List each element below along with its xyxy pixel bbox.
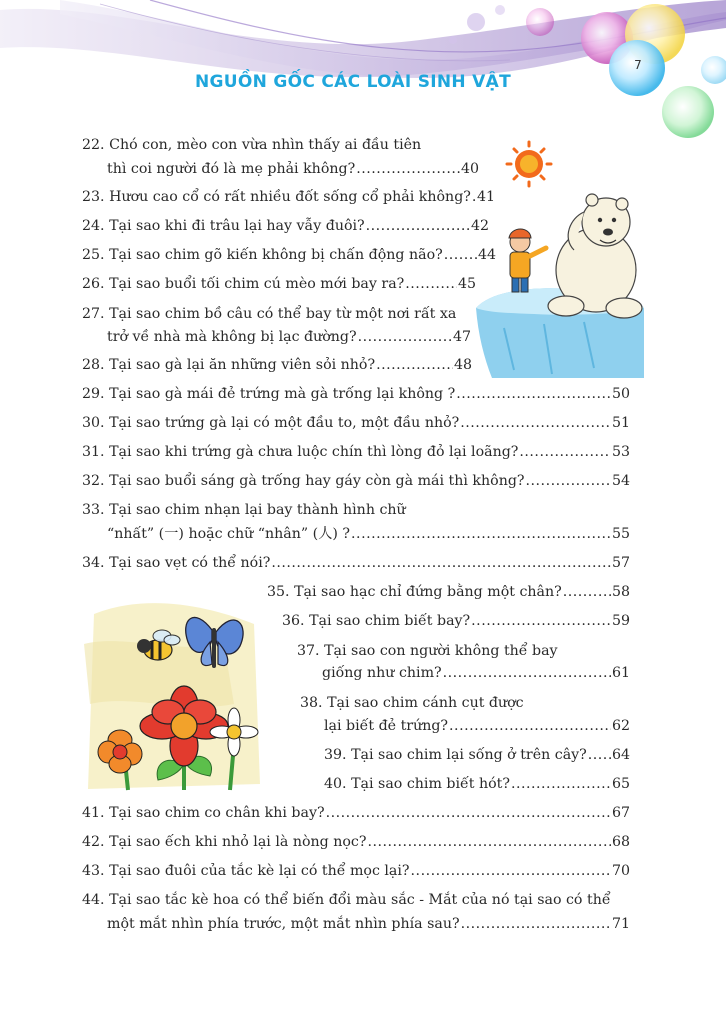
page-ref: 62 — [611, 718, 630, 734]
toc-entry-34[interactable]: 34. Tại sao vẹt có thể nói? ..... 57 — [82, 552, 630, 574]
dot-leader — [471, 610, 611, 632]
page-ref: 61 — [611, 665, 630, 681]
dot-leader — [358, 326, 452, 348]
toc-entry-31[interactable]: 31. Tại sao khi trứng gà chưa luộc chín thì lòng đỏ lại loãng? ..... 53 — [82, 441, 630, 463]
page-title: NGUỒN GỐC CÁC LOÀI SINH VẬT — [195, 72, 511, 92]
dot-leader — [444, 244, 477, 266]
toc-entry-38-line-1[interactable]: 38. Tại sao chim cánh cụt được — [300, 695, 524, 711]
dot-leader — [376, 354, 453, 376]
toc-entry-32[interactable]: 32. Tại sao buổi sáng gà trống hay gáy còn gà mái thì không? ..... 54 — [82, 470, 630, 492]
child-explorer-illustration — [509, 229, 546, 292]
dot-leader — [526, 470, 611, 492]
dot-leader — [519, 441, 611, 463]
toc-entry-42[interactable]: 42. Tại sao ếch khi nhỏ lại là nòng nọc? ..... 68 — [82, 831, 630, 853]
dot-leader — [443, 662, 611, 684]
toc-entry-44-line-2[interactable]: một mắt nhìn phía trước, một mắt nhìn phía sau? ..... 71 — [107, 913, 630, 935]
toc-entry-35[interactable]: 35. Tại sao hạc chỉ đứng bằng một chân? ..... 58 — [267, 581, 630, 603]
dot-leader — [271, 552, 611, 574]
toc-entry-25[interactable]: 25. Tại sao chim gõ kiến không bị chấn động não? ..... 44 — [82, 244, 496, 266]
toc-entry-22-line-2[interactable]: thì coi người đó là mẹ phải không? ..... 40 — [107, 158, 479, 180]
toc-entry-23[interactable]: 23. Hươu cao cổ có rất nhiều đốt sống cổ phải không? ..... 41 — [82, 186, 495, 208]
toc-entry-44-line-1[interactable]: 44. Tại sao tắc kè hoa có thể biến đổi màu sắc - Mắt của nó tại sao có thể — [82, 892, 611, 908]
page-ref: 67 — [611, 805, 630, 821]
page-ref: 53 — [611, 444, 630, 460]
page-ref: 68 — [611, 834, 630, 850]
toc-entry-36[interactable]: 36. Tại sao chim biết bay? ..... 59 — [282, 610, 630, 632]
page-ref: 40 — [460, 161, 479, 177]
page-ref: 47 — [452, 329, 471, 345]
page-ref: 41 — [476, 189, 495, 205]
page-ref: 57 — [611, 555, 630, 571]
dot-leader — [511, 773, 611, 795]
toc-entry-33-line-1[interactable]: 33. Tại sao chim nhạn lại bay thành hình chữ — [82, 502, 406, 518]
page-ref: 45 — [457, 276, 476, 292]
page-ref: 58 — [611, 584, 630, 600]
dot-leader — [563, 581, 611, 603]
page-number: 7 — [634, 58, 642, 72]
page-ref: 51 — [611, 415, 630, 431]
page-ref: 50 — [611, 386, 630, 402]
toc-entry-24[interactable]: 24. Tại sao khi đi trâu lại hay vẫy đuôi? ..... 42 — [82, 215, 489, 237]
page-ref: 59 — [611, 613, 630, 629]
page-ref: 42 — [470, 218, 489, 234]
sun-icon — [507, 142, 551, 186]
toc-entry-40[interactable]: 40. Tại sao chim biết hót? ..... 65 — [324, 773, 630, 795]
dot-leader — [326, 802, 611, 824]
toc-entry-22-line-1[interactable]: 22. Chó con, mèo con vừa nhìn thấy ai đầu tiên — [82, 137, 422, 153]
dot-leader — [449, 715, 611, 737]
header-swirl-banner — [0, 0, 726, 140]
toc-entry-43[interactable]: 43. Tại sao đuôi của tắc kè lại có thể mọc lại? ..... 70 — [82, 860, 630, 882]
page-ref: 54 — [611, 473, 630, 489]
dot-leader — [405, 273, 457, 295]
dot-leader — [461, 913, 611, 935]
toc-entry-29[interactable]: 29. Tại sao gà mái đẻ trứng mà gà trống lại không ? ..... 50 — [82, 383, 630, 405]
toc-entry-26[interactable]: 26. Tại sao buổi tối chim cú mèo mới bay ra? ..... 45 — [82, 273, 476, 295]
toc-entry-28[interactable]: 28. Tại sao gà lại ăn những viên sỏi nhỏ? ..... 48 — [82, 354, 472, 376]
dot-leader — [356, 158, 460, 180]
dot-leader — [351, 523, 611, 545]
flower-illustration — [84, 584, 270, 794]
page-ref: 64 — [611, 747, 630, 763]
dot-leader — [472, 186, 476, 208]
page-ref: 65 — [611, 776, 630, 792]
page-ref: 70 — [611, 863, 630, 879]
toc-entry-41[interactable]: 41. Tại sao chim co chân khi bay? ..... 67 — [82, 802, 630, 824]
dot-leader — [460, 412, 611, 434]
polar-bear-illustration — [474, 138, 644, 378]
toc-entry-27-line-2[interactable]: trở về nhà mà không bị lạc đường? ..... 47 — [107, 326, 471, 348]
dot-leader — [411, 860, 611, 882]
toc-entry-37-line-2[interactable]: giống như chim? ..... 61 — [322, 662, 630, 684]
toc-entry-33-line-2[interactable]: “nhất” (一) hoặc chữ “nhân” (人) ? ..... 55 — [107, 523, 630, 545]
toc-entry-37-line-1[interactable]: 37. Tại sao con người không thể bay — [297, 643, 558, 659]
toc-entry-39[interactable]: 39. Tại sao chim lại sống ở trên cây? ..... 64 — [324, 744, 630, 766]
page-ref: 44 — [477, 247, 496, 263]
toc-entry-30[interactable]: 30. Tại sao trứng gà lại có một đầu to, một đầu nhỏ? ..... 51 — [82, 412, 630, 434]
dot-leader — [366, 215, 470, 237]
dot-leader — [367, 831, 610, 853]
page-ref: 48 — [453, 357, 472, 373]
dot-leader — [588, 744, 611, 766]
toc-entry-38-line-2[interactable]: lại biết đẻ trứng? ..... 62 — [324, 715, 630, 737]
page-ref: 71 — [611, 916, 630, 932]
toc-entry-27-line-1[interactable]: 27. Tại sao chim bồ câu có thể bay từ một nơi rất xa — [82, 306, 457, 322]
dot-leader — [456, 383, 611, 405]
page-ref: 55 — [611, 526, 630, 542]
